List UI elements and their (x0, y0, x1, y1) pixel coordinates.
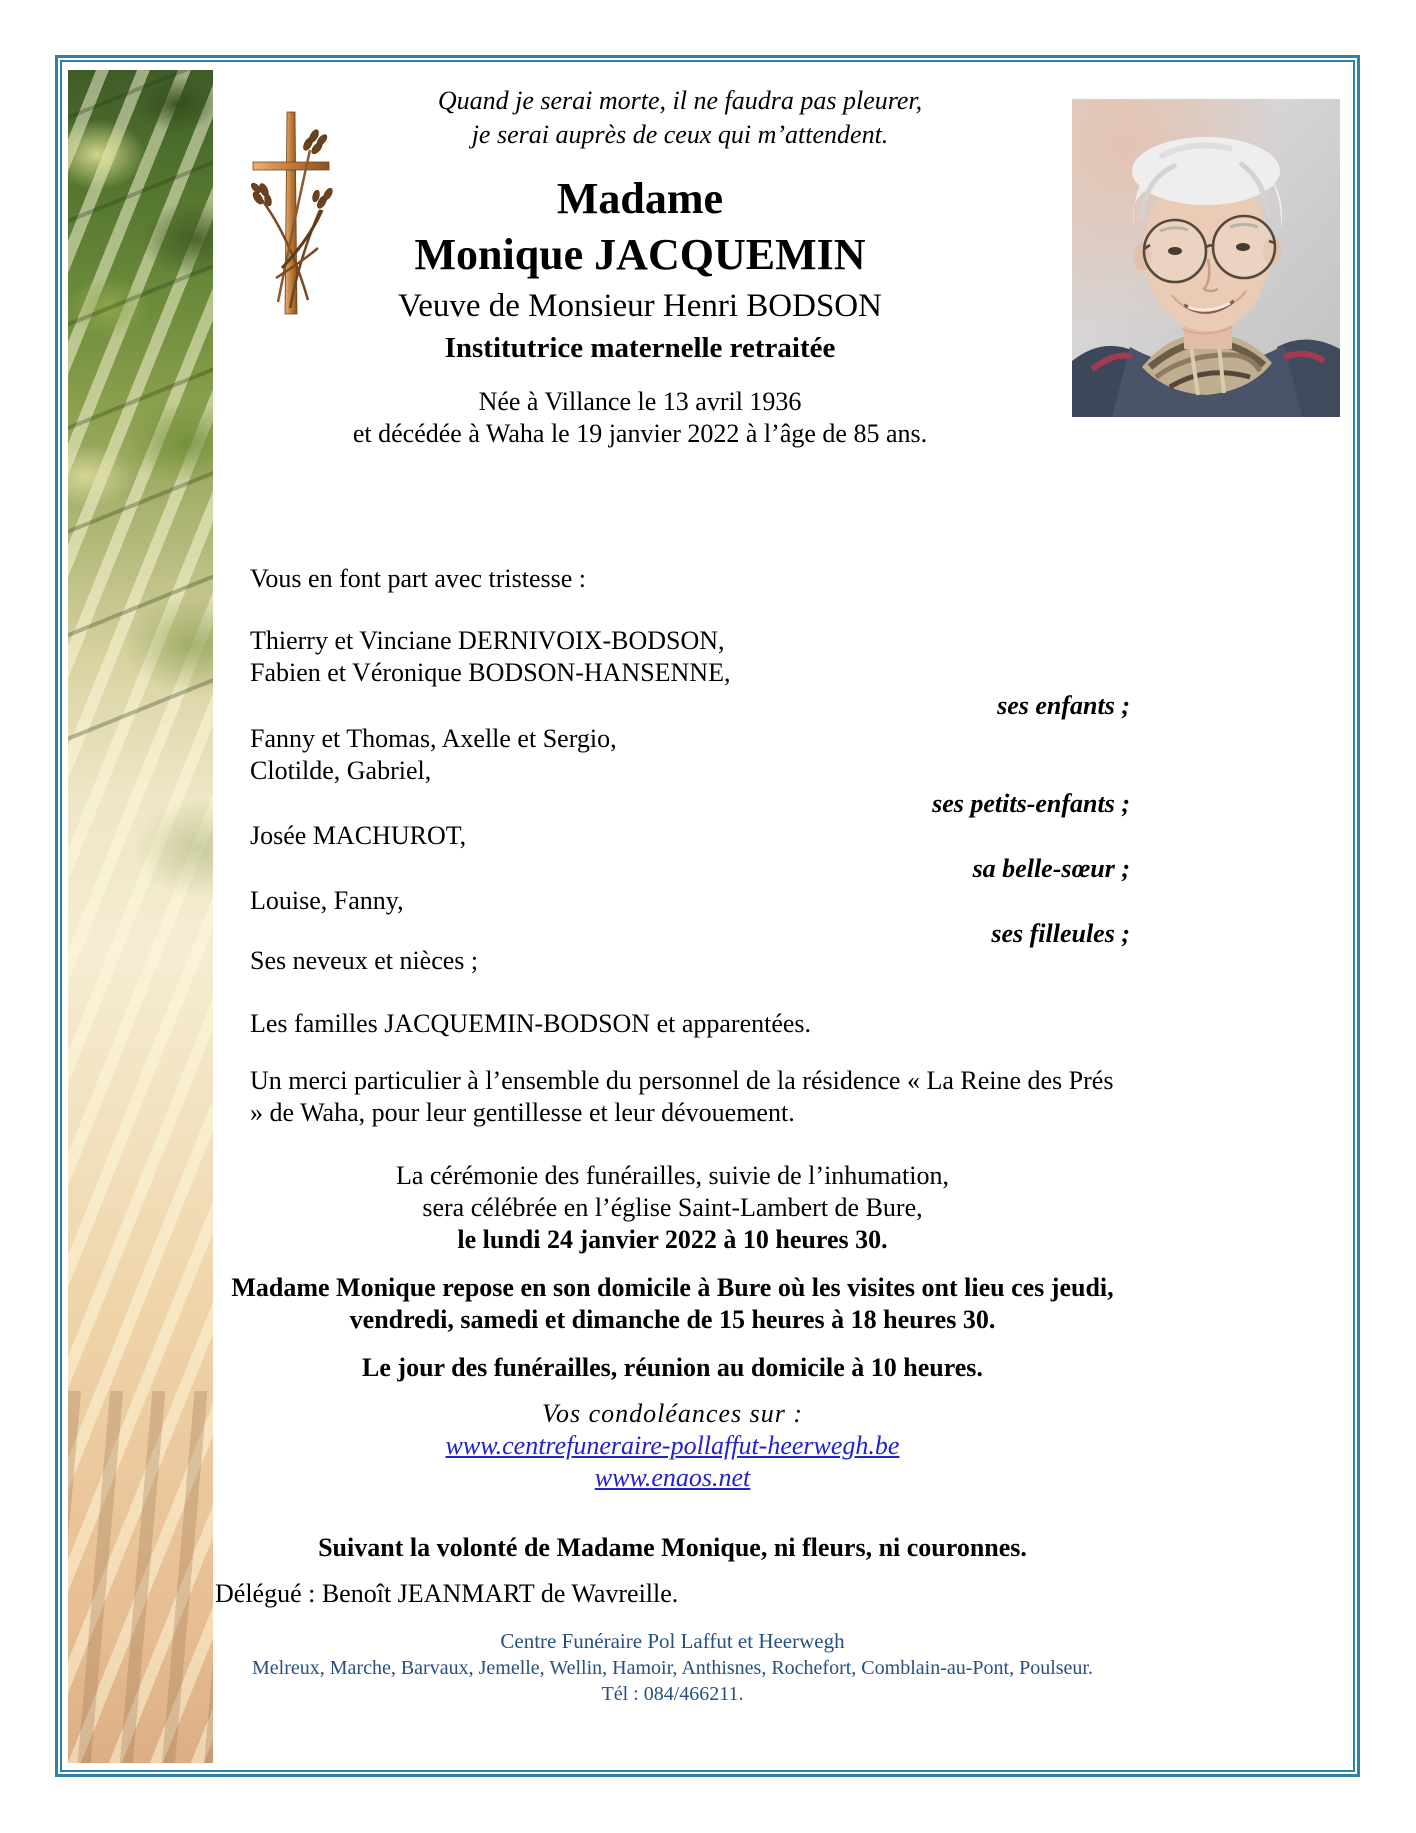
wishes-line: Suivant la volonté de Madame Monique, ni fleurs, ni couronnes. (318, 1533, 1027, 1562)
quote-line-2: je serai auprès de ceux qui m’attendent. (471, 120, 889, 149)
family-goddaughters-line: Louise, Fanny, (250, 886, 404, 915)
funeral-home-name: Centre Funéraire Pol Laffut et Heerwegh (500, 1629, 845, 1653)
deceased-name: Monique JACQUEMIN (414, 230, 866, 279)
death-line: et décédée à Waha le 19 janvier 2022 à l’âge de 85 ans. (352, 419, 928, 448)
reunion-line: Le jour des funérailles, réunion au domicile à 10 heures. (362, 1353, 983, 1382)
visits-line-1: Madame Monique repose en son domicile à Bure où les visites ont lieu ces jeudi, (231, 1273, 1114, 1302)
relation-goddaughters: ses filleules ; (991, 919, 1130, 948)
family-sister-in-law-line: Josée MACHUROT, (250, 821, 467, 850)
family-grandchildren-line-2: Clotilde, Gabriel, (250, 756, 432, 785)
announcement-body (215, 0, 1130, 1833)
quote-line-1: Quand je serai morte, il ne faudra pas pleurer, (437, 86, 923, 115)
family-grandchildren-line-1: Fanny et Thomas, Axelle et Sergio, (250, 724, 617, 753)
family-children-line-2: Fabien et Véronique BODSON-HANSENNE, (250, 658, 731, 687)
families-line: Les familles JACQUEMIN-BODSON et apparentées. (250, 1009, 812, 1038)
forest-path-photo (68, 70, 213, 1763)
nieces-line: Ses neveux et nièces ; (250, 946, 479, 975)
condolences-link-funeraire[interactable]: www.centrefuneraire-pollaffut-heerwegh.be (445, 1431, 900, 1460)
profession-line: Institutrice maternelle retraitée (444, 332, 836, 364)
condolences-link-enaos[interactable]: www.enaos.net (594, 1463, 751, 1492)
title-madame: Madame (556, 174, 724, 223)
relation-children: ses enfants ; (997, 691, 1130, 720)
visits-line-2: vendredi, samedi et dimanche de 15 heures à 18 heures 30. (349, 1305, 996, 1334)
ceremony-date-line: le lundi 24 janvier 2022 à 10 heures 30. (457, 1225, 888, 1254)
delegate-line: Délégué : Benoît JEANMART de Wavreille. (215, 1579, 679, 1608)
funeral-home-phone: Tél : 084/466211. (601, 1683, 744, 1705)
family-children-line-1: Thierry et Vinciane DERNIVOIX-BODSON, (250, 626, 725, 655)
announcement-intro: Vous en font part avec tristesse : (250, 564, 586, 593)
funeral-home-cities: Melreux, Marche, Barvaux, Jemelle, Wellin, Hamoir, Anthisnes, Rochefort, Comblain-au-Pont, Poulseur. (252, 1657, 1093, 1679)
relation-grandchildren: ses petits-enfants ; (932, 789, 1130, 818)
ceremony-line-1: La cérémonie des funérailles, suivie de l’inhumation, (395, 1161, 950, 1190)
birth-line: Née à Villance le 13 avril 1936 (478, 387, 802, 416)
widow-line: Veuve de Monsieur Henri BODSON (398, 288, 882, 324)
ceremony-line-2: sera célébrée en l’église Saint-Lambert de Bure, (422, 1193, 923, 1222)
condolences-label: Vos condoléances sur : (541, 1399, 803, 1428)
relation-sister-in-law: sa belle-sœur ; (972, 854, 1130, 883)
thanks-paragraph: Un merci particulier à l’ensemble du personnel de la résidence « La Reine des Prés » de Waha, pour leur gentillesse et leur dévouement. (250, 1066, 1114, 1127)
